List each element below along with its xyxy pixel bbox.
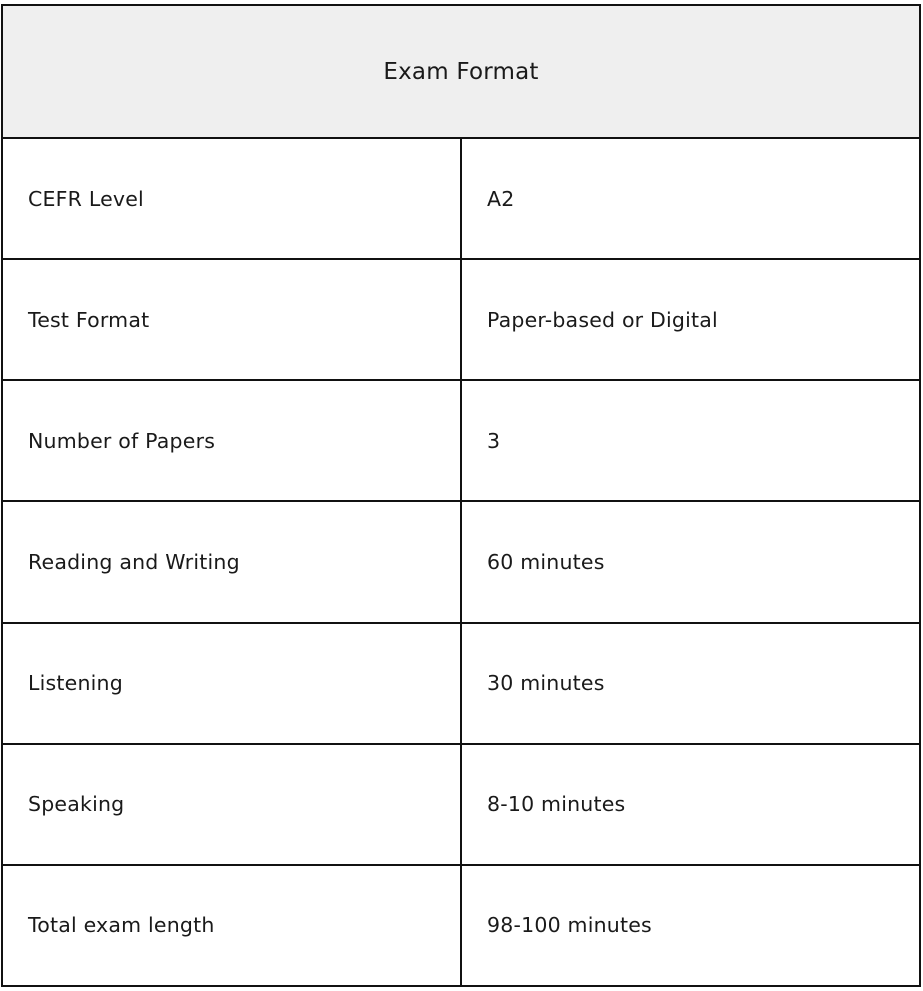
row-label: Listening xyxy=(2,623,461,744)
row-label: Reading and Writing xyxy=(2,501,461,622)
table-row xyxy=(2,865,920,986)
row-label: CEFR Level xyxy=(2,138,461,259)
row-value: 60 minutes xyxy=(461,501,920,622)
row-value: 3 xyxy=(461,380,920,501)
row-value: 30 minutes xyxy=(461,623,920,744)
exam-format-table xyxy=(1,4,921,987)
row-value: 8-10 minutes xyxy=(461,744,920,865)
row-label: Number of Papers xyxy=(2,380,461,501)
row-value: Paper-based or Digital xyxy=(461,259,920,380)
table-row xyxy=(2,623,920,744)
table-row xyxy=(2,259,920,380)
table-title: Exam Format xyxy=(2,5,920,138)
table-row xyxy=(2,744,920,865)
row-label: Total exam length xyxy=(2,865,461,986)
row-label: Speaking xyxy=(2,744,461,865)
table-row xyxy=(2,380,920,501)
table-header-row xyxy=(2,5,920,138)
row-value: A2 xyxy=(461,138,920,259)
row-label: Test Format xyxy=(2,259,461,380)
row-value: 98-100 minutes xyxy=(461,865,920,986)
table-row xyxy=(2,501,920,622)
table-row xyxy=(2,138,920,259)
